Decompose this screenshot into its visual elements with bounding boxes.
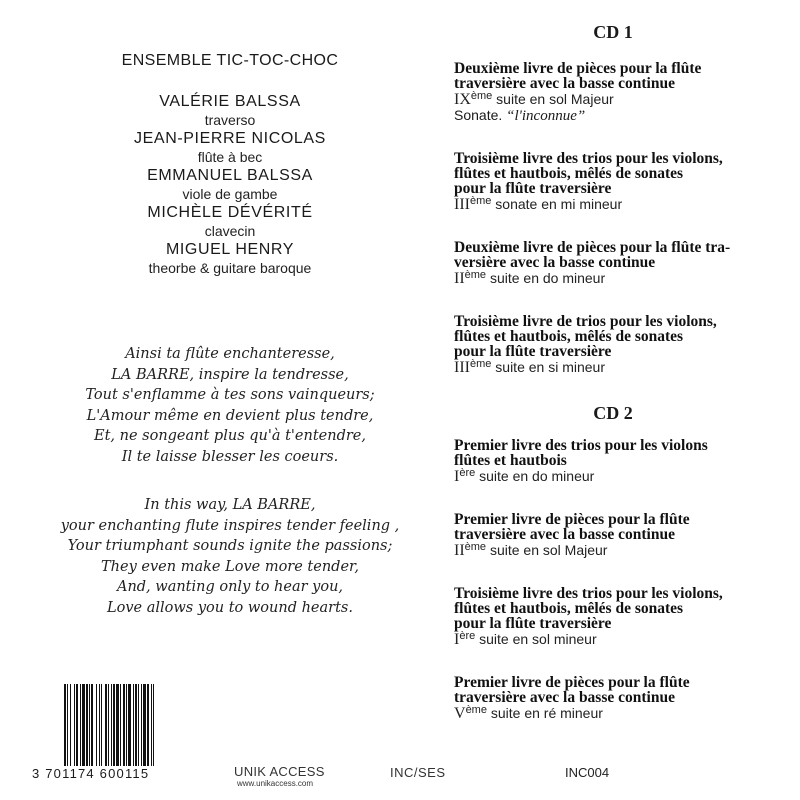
poem-line: LA BARRE, inspire la tendresse, <box>111 366 349 383</box>
poem-french <box>60 344 400 467</box>
suite-number: V <box>454 705 466 722</box>
barcode-bar <box>116 684 119 766</box>
suite-text: suite en do mineur <box>475 468 595 484</box>
suite-ordinal: ème <box>469 358 492 370</box>
work-suite <box>454 359 794 376</box>
work-suite <box>454 468 794 485</box>
suite-text: suite en sol Majeur <box>486 542 608 558</box>
extra-italic: “l'inconnue” <box>506 108 586 124</box>
poem-line: They even make Love more tender, <box>101 558 359 575</box>
cd2-heading: CD 2 <box>593 403 633 423</box>
cd2-works <box>454 438 794 722</box>
barcode-bar <box>64 684 66 766</box>
label-url: www.unikaccess.com <box>237 779 314 788</box>
barcode-bar <box>135 684 137 766</box>
work-title-line: traversière avec la basse continue <box>454 75 675 92</box>
poem-line: Ainsi ta flûte enchanteresse, <box>125 346 335 362</box>
barcode-bar <box>111 684 112 766</box>
barcode-bar <box>86 684 88 766</box>
suite-number: I <box>454 468 460 485</box>
suite-ordinal: ème <box>464 541 487 553</box>
barcode-bar <box>113 684 115 766</box>
suite-number: I <box>454 631 460 648</box>
musician-name: JEAN-PIERRE NICOLAS <box>134 130 326 147</box>
work-entry <box>454 512 794 559</box>
suite-number: III <box>454 359 470 376</box>
barcode-bar <box>67 684 68 766</box>
suite-number: IX <box>454 91 471 108</box>
suite-text: suite en si mineur <box>491 359 605 375</box>
work-suite <box>454 631 794 648</box>
work-title-line: traversière avec la basse continue <box>454 689 675 706</box>
suite-text: suite en sol Majeur <box>492 91 614 107</box>
barcode-bar <box>101 684 102 766</box>
work-entry <box>454 438 794 485</box>
musician-instrument: theorbe & guitare baroque <box>148 260 312 276</box>
work-title-line: flûtes et hautbois, mêlés de sonates <box>454 600 684 617</box>
suite-ordinal: ème <box>469 195 492 207</box>
suite-ordinal: ère <box>459 467 476 479</box>
barcode-bar <box>126 684 127 766</box>
work-title-line: pour la flûte traversière <box>454 180 612 197</box>
work-title-line: pour la flûte traversière <box>454 615 612 632</box>
label-name: UNIK ACCESS <box>234 764 325 779</box>
work-suite <box>454 270 794 287</box>
poem-line: Et, ne songeant plus qu'à t'entendre, <box>93 428 366 444</box>
work-suite <box>454 91 794 108</box>
musician-list <box>60 92 400 277</box>
barcode-bar <box>70 684 71 766</box>
suite-text: suite en sol mineur <box>475 631 597 647</box>
musician-name: VALÉRIE BALSSA <box>159 93 301 110</box>
work-title <box>454 314 794 359</box>
work-title-line: Premier livre de pièces pour la flûte <box>454 511 690 528</box>
suite-ordinal: ème <box>464 269 487 281</box>
work-title-line: flûtes et hautbois, mêlés de sonates <box>454 165 684 182</box>
work-entry <box>454 61 794 124</box>
tracklist <box>454 22 794 749</box>
work-title <box>454 512 794 542</box>
barcode-block <box>32 684 224 784</box>
work-extra <box>454 108 794 124</box>
barcode-bar <box>123 684 125 766</box>
poem-line: your enchanting flute inspires tender feeling , <box>60 517 400 534</box>
work-title-line: Premier livre des trios pour les violons <box>454 437 708 454</box>
work-title-line: Troisième livre des trios pour les violons, <box>454 150 723 167</box>
work-title-line: flûtes et hautbois <box>454 452 567 469</box>
barcode-bar <box>120 684 121 766</box>
ensemble-credits <box>60 52 400 277</box>
barcode-bar <box>82 684 85 766</box>
suite-ordinal: ème <box>465 704 487 716</box>
barcode-bar <box>108 684 109 766</box>
work-title-line: Premier livre de pièces pour la flûte <box>454 674 690 691</box>
suite-number: II <box>454 270 465 287</box>
poem-line: Tout s'enflamme à tes sons vainqueurs; <box>85 387 375 403</box>
barcode-bar <box>89 684 90 766</box>
poem-english <box>60 495 400 618</box>
suite-text: suite en ré mineur <box>486 705 603 721</box>
musician-instrument: flûte à bec <box>197 149 263 165</box>
suite-number: II <box>454 542 465 559</box>
barcode-bar <box>133 684 134 766</box>
work-suite <box>454 542 794 559</box>
suite-text: suite en do mineur <box>486 270 606 286</box>
suite-ordinal: ème <box>470 90 493 102</box>
poem-line: Your triumphant sounds ignite the passions; <box>67 538 393 554</box>
work-title <box>454 151 794 196</box>
barcode-bar <box>91 684 93 766</box>
work-entry <box>454 240 794 287</box>
catalog-number: INC004 <box>565 765 610 780</box>
work-suite <box>454 705 794 722</box>
barcode-bar <box>74 684 75 766</box>
work-title-line: Troisième livre des trios pour les violons, <box>454 585 723 602</box>
work-title <box>454 61 794 91</box>
musician-instrument: viole de gambe <box>182 186 278 202</box>
work-title-line: pour la flûte traversière <box>454 343 612 360</box>
ensemble-title: ENSEMBLE TIC-TOC-CHOC <box>121 52 339 69</box>
work-title-line: Deuxième livre de pièces pour la flûte tra- <box>454 239 731 256</box>
barcode-digits: 3 701174 600115 <box>32 766 150 781</box>
work-title-line: Troisième livre de trios pour les violons, <box>454 313 717 330</box>
suite-text: sonate en mi mineur <box>491 196 623 212</box>
barcode-bar <box>151 684 152 766</box>
musician-name: EMMANUEL BALSSA <box>147 167 313 184</box>
work-title <box>454 586 794 631</box>
suite-number: III <box>454 196 470 213</box>
work-title-line: flûtes et hautbois, mêlés de sonates <box>454 328 684 345</box>
musician-instrument: traverso <box>204 112 256 128</box>
work-title <box>454 675 794 705</box>
poem-line: In this way, LA BARRE, <box>144 497 316 513</box>
work-title-line: versière avec la basse continue <box>454 254 656 271</box>
work-entry <box>454 586 794 648</box>
barcode-bar <box>76 684 78 766</box>
barcode-bar <box>141 684 142 766</box>
barcode-bar <box>99 684 100 766</box>
barcode-bar <box>80 684 81 766</box>
poem-line: Il te laisse blesser les coeurs. <box>121 448 339 465</box>
work-entry <box>454 151 794 213</box>
barcode-bar <box>153 684 154 766</box>
poem-line: Love allows you to wound hearts. <box>107 599 353 616</box>
musician-name: MICHÈLE DÉVÉRITÉ <box>147 204 313 221</box>
extra-prefix: Sonate. <box>454 107 507 123</box>
barcode-bar <box>143 684 146 766</box>
cd1-heading: CD 1 <box>593 22 633 42</box>
poem-line: And, wanting only to hear you, <box>116 579 344 595</box>
barcode-bar <box>138 684 139 766</box>
work-title <box>454 240 794 270</box>
work-entry <box>454 675 794 722</box>
suite-ordinal: ère <box>459 630 476 642</box>
musician-instrument: clavecin <box>204 223 256 239</box>
barcode-bar <box>96 684 97 766</box>
barcode-bar <box>128 684 131 766</box>
poem-line: L'Amour même en devient plus tendre, <box>86 407 374 424</box>
cd1-works <box>454 61 794 376</box>
musician-name: MIGUEL HENRY <box>165 241 295 258</box>
barcode-icon <box>62 684 224 766</box>
work-title <box>454 438 794 468</box>
work-entry <box>454 314 794 376</box>
work-title-line: traversière avec la basse continue <box>454 526 675 543</box>
series-name: INC/SES <box>390 765 446 780</box>
work-suite <box>454 196 794 213</box>
barcode-bar <box>147 684 149 766</box>
work-title-line: Deuxième livre de pièces pour la flûte <box>454 60 702 77</box>
barcode-bar <box>105 684 107 766</box>
